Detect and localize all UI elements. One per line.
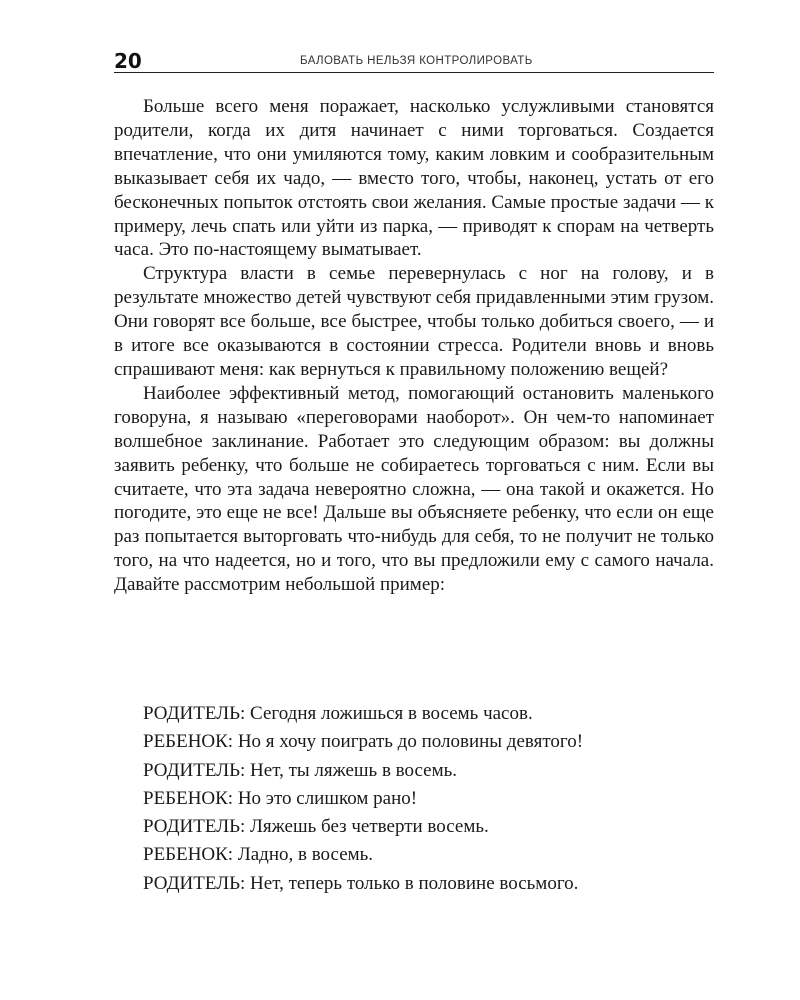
dialogue-line: РЕБЕНОК: Но это слишком рано! <box>143 787 418 809</box>
running-head-title: БАЛОВАТЬ НЕЛЬЗЯ КОНТРОЛИРОВАТЬ <box>300 55 533 67</box>
dialogue-line: РОДИТЕЛЬ: Нет, ты ляжешь в восемь. <box>143 759 458 781</box>
running-head <box>114 50 714 73</box>
dialogue-line: РЕБЕНОК: Но я хочу поиграть до половины девятого! <box>143 731 584 753</box>
dialogue-line: РОДИТЕЛЬ: Сегодня ложишься в восемь часов. <box>143 703 533 724</box>
page-number: 20 <box>114 49 142 73</box>
paragraph: Больше всего меня поражает, насколько услужливыми становятся родители, когда их дитя начинает с ними торговаться. Создается впечатление, что они умиляются тому, каким ловким и сообразительным выказывает себя их чадо, — вместо того, чтобы, наконец, устать от его бесконечных попыток отстоять свои желания. Самые простые задачи — к примеру, лечь спать или уйти из парка, — приводят к спорам на четверть часа. Это по-настоящему выматывает. <box>114 96 714 261</box>
paragraph: Наиболее эффективный метод, помогающий остановить маленького говоруна, я называю «переговорами наоборот». Он чем-то напоминает волшебное заклинание. Работает это следующим образом: вы должны заявить ребенку, что больше не собираетесь торговаться с ним. Если вы считаете, что эта задача невероятно сложна, — она такой и окажется. Но погодите, это еще не все! Дальше вы объясняете ребенку, что если он еще раз попытается выторговать что-нибудь для себя, то не получит не только того, на что надеется, но и того, что вы предложили ему с самого начала. Давайте рассмотрим небольшой пример: <box>114 382 714 596</box>
paragraph: Структура власти в семье перевернулась с ног на голову, и в результате множество детей чувствуют себя придавленными этим грузом. Они говорят все больше, все быстрее, чтобы только добиться своего, — и в итоге все оказываются в состоянии стресса. Родители вновь и вновь спрашивают меня: как вернуться к правильному положению вещей? <box>114 263 714 380</box>
dialogue-line: РОДИТЕЛЬ: Нет, теперь только в половине восьмого. <box>143 872 579 894</box>
dialogue-example <box>143 700 715 898</box>
dialogue-line: РЕБЕНОК: Ладно, в восемь. <box>143 844 374 866</box>
body-text <box>114 95 714 597</box>
dialogue-line: РОДИТЕЛЬ: Ляжешь без четверти восемь. <box>143 816 489 838</box>
